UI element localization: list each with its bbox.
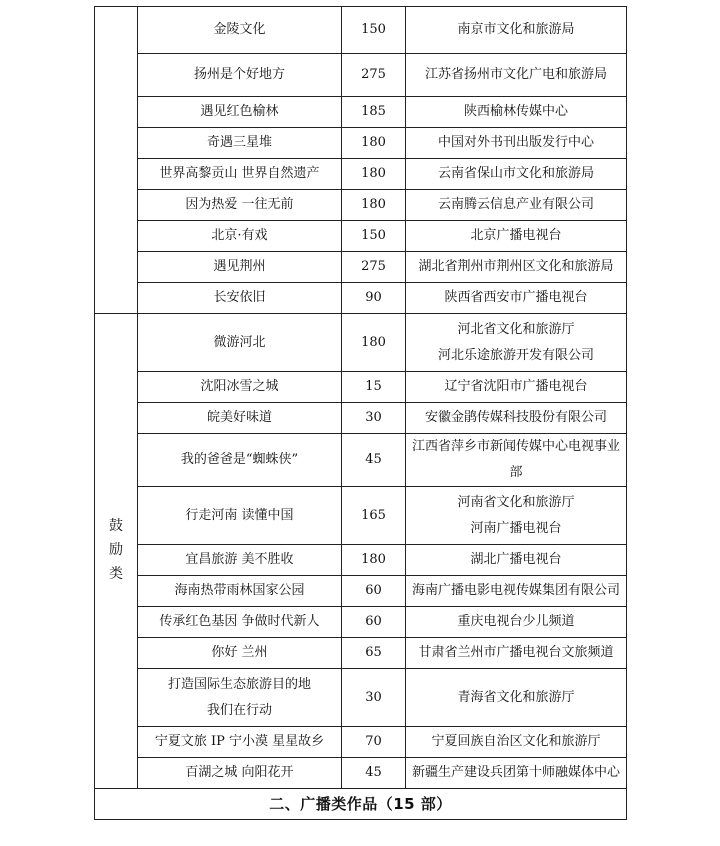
organization-name: 河北乐途旅游开发有限公司 xyxy=(437,347,594,363)
organization-name: 湖北广播电视台 xyxy=(470,552,562,567)
organization-cell xyxy=(406,372,627,403)
table-row xyxy=(95,758,627,789)
works-table xyxy=(94,6,627,820)
duration-cell: 180 xyxy=(342,545,406,576)
organization-cell xyxy=(406,403,627,434)
work-title: 微游河北 xyxy=(213,334,266,350)
work-title: 海南热带雨林国家公园 xyxy=(174,583,305,598)
duration-cell: 165 xyxy=(342,487,406,545)
organization-cell xyxy=(406,576,627,607)
work-title: 我们在行动 xyxy=(206,702,272,718)
work-title: 行走河南 读懂中国 xyxy=(185,507,294,523)
work-title-cell xyxy=(138,190,342,221)
organization-name: 甘肃省兰州市广播电视台文旅频道 xyxy=(418,645,614,660)
duration-cell: 90 xyxy=(342,283,406,314)
organization-name: 中国对外书刊出版发行中心 xyxy=(437,135,594,150)
work-title-cell xyxy=(138,221,342,252)
duration-cell: 180 xyxy=(342,190,406,221)
duration-cell: 185 xyxy=(342,97,406,128)
duration-cell: 30 xyxy=(342,403,406,434)
organization-cell xyxy=(406,283,627,314)
duration-cell: 180 xyxy=(342,314,406,372)
organization-cell xyxy=(406,434,627,487)
work-title-cell xyxy=(138,283,342,314)
work-title: 百湖之城 向阳花开 xyxy=(185,765,294,780)
work-title: 奇遇三星堆 xyxy=(206,135,272,150)
table-row xyxy=(95,252,627,283)
section-header-row xyxy=(95,789,627,820)
table-row xyxy=(95,314,627,372)
table-row xyxy=(95,97,627,128)
work-title: 你好 兰州 xyxy=(211,645,268,660)
work-title: 遇见荆州 xyxy=(213,259,266,274)
organization-name: 河南省文化和旅游厅 xyxy=(457,494,575,510)
table-row xyxy=(95,638,627,669)
organization-cell xyxy=(406,7,627,54)
work-title: 皖美好味道 xyxy=(206,410,272,425)
work-title-cell xyxy=(138,7,342,54)
organization-name: 安徽金鹃传媒科技股份有限公司 xyxy=(424,410,607,425)
organization-name: 湖北省荆州市荆州区文化和旅游局 xyxy=(418,259,614,274)
organization-cell xyxy=(406,758,627,789)
work-title: 遇见红色榆林 xyxy=(200,104,279,119)
duration-cell: 180 xyxy=(342,128,406,159)
organization-name: 江苏省扬州市文化广电和旅游局 xyxy=(424,67,607,82)
duration-cell: 150 xyxy=(342,221,406,252)
work-title-cell xyxy=(138,669,342,727)
work-title: 宜昌旅游 美不胜收 xyxy=(185,552,294,567)
table-row xyxy=(95,576,627,607)
category-label: 鼓励类 xyxy=(109,518,123,582)
duration-cell: 180 xyxy=(342,159,406,190)
work-title-cell xyxy=(138,545,342,576)
section-heading: 二、广播类作品（15 部） xyxy=(95,789,627,820)
organization-name: 云南省保山市文化和旅游局 xyxy=(437,166,594,181)
table-row xyxy=(95,403,627,434)
table-row xyxy=(95,54,627,97)
work-title-cell xyxy=(138,727,342,758)
organization-name: 北京广播电视台 xyxy=(470,228,562,243)
work-title-cell xyxy=(138,607,342,638)
duration-cell: 60 xyxy=(342,576,406,607)
duration-cell: 150 xyxy=(342,7,406,54)
organization-name: 辽宁省沈阳市广播电视台 xyxy=(444,379,588,394)
table-row xyxy=(95,128,627,159)
table-row xyxy=(95,7,627,54)
work-title: 我的爸爸是“蜘蛛侠” xyxy=(180,452,299,467)
duration-cell: 60 xyxy=(342,607,406,638)
table-row xyxy=(95,221,627,252)
duration-cell: 275 xyxy=(342,54,406,97)
duration-cell: 45 xyxy=(342,434,406,487)
organization-cell xyxy=(406,727,627,758)
work-title-cell xyxy=(138,434,342,487)
work-title-cell xyxy=(138,487,342,545)
work-title: 世界高黎贡山 世界自然遗产 xyxy=(159,166,320,181)
organization-cell xyxy=(406,607,627,638)
organization-name: 青海省文化和旅游厅 xyxy=(457,689,575,705)
organization-name: 河北省文化和旅游厅 xyxy=(457,321,575,337)
organization-cell xyxy=(406,159,627,190)
organization-name: 河南广播电视台 xyxy=(470,520,562,536)
organization-cell xyxy=(406,669,627,727)
duration-cell: 70 xyxy=(342,727,406,758)
table-row xyxy=(95,607,627,638)
organization-cell xyxy=(406,314,627,372)
work-title: 因为热爱 一往无前 xyxy=(185,197,294,212)
work-title-cell xyxy=(138,372,342,403)
work-title-cell xyxy=(138,638,342,669)
organization-cell xyxy=(406,252,627,283)
work-title-cell xyxy=(138,97,342,128)
organization-name: 云南腾云信息产业有限公司 xyxy=(437,197,594,212)
work-title-cell xyxy=(138,576,342,607)
work-title: 沈阳冰雪之城 xyxy=(200,379,279,394)
organization-cell xyxy=(406,221,627,252)
category-cell xyxy=(95,7,138,314)
duration-cell: 15 xyxy=(342,372,406,403)
category-cell xyxy=(95,314,138,789)
works-table-body xyxy=(95,7,627,820)
table-row xyxy=(95,159,627,190)
table-row xyxy=(95,487,627,545)
table-row xyxy=(95,434,627,487)
organization-name: 陕西省西安市广播电视台 xyxy=(444,290,588,305)
duration-cell: 30 xyxy=(342,669,406,727)
work-title: 金陵文化 xyxy=(213,22,266,37)
organization-cell xyxy=(406,545,627,576)
organization-name: 宁夏回族自治区文化和旅游厅 xyxy=(431,734,601,749)
work-title: 扬州是个好地方 xyxy=(193,67,285,82)
table-row xyxy=(95,727,627,758)
organization-name: 新疆生产建设兵团第十师融媒体中心 xyxy=(411,765,620,780)
organization-cell xyxy=(406,97,627,128)
work-title-cell xyxy=(138,54,342,97)
organization-name: 重庆电视台少儿频道 xyxy=(457,614,575,629)
table-row xyxy=(95,669,627,727)
work-title-cell xyxy=(138,159,342,190)
work-title-cell xyxy=(138,252,342,283)
table-row xyxy=(95,283,627,314)
organization-cell xyxy=(406,487,627,545)
work-title-cell xyxy=(138,128,342,159)
organization-cell xyxy=(406,128,627,159)
table-row xyxy=(95,372,627,403)
work-title: 北京·有戏 xyxy=(211,228,268,243)
table-row xyxy=(95,190,627,221)
organization-cell xyxy=(406,54,627,97)
work-title: 长安依旧 xyxy=(213,290,266,305)
work-title-cell xyxy=(138,403,342,434)
organization-cell xyxy=(406,190,627,221)
organization-name: 南京市文化和旅游局 xyxy=(457,22,575,37)
duration-cell: 275 xyxy=(342,252,406,283)
work-title: 传承红色基因 争做时代新人 xyxy=(159,614,320,629)
work-title-cell xyxy=(138,758,342,789)
organization-name: 陕西榆林传媒中心 xyxy=(463,104,568,119)
work-title: 打造国际生态旅游目的地 xyxy=(167,676,311,692)
table-row xyxy=(95,545,627,576)
work-title: 宁夏文旅 IP 宁小漠 星星故乡 xyxy=(154,734,325,749)
work-title-cell xyxy=(138,314,342,372)
organization-name: 江西省萍乡市新闻传媒中心电视事业部 xyxy=(411,439,620,480)
organization-name: 海南广播电影电视传媒集团有限公司 xyxy=(411,583,620,598)
organization-cell xyxy=(406,638,627,669)
duration-cell: 45 xyxy=(342,758,406,789)
duration-cell: 65 xyxy=(342,638,406,669)
